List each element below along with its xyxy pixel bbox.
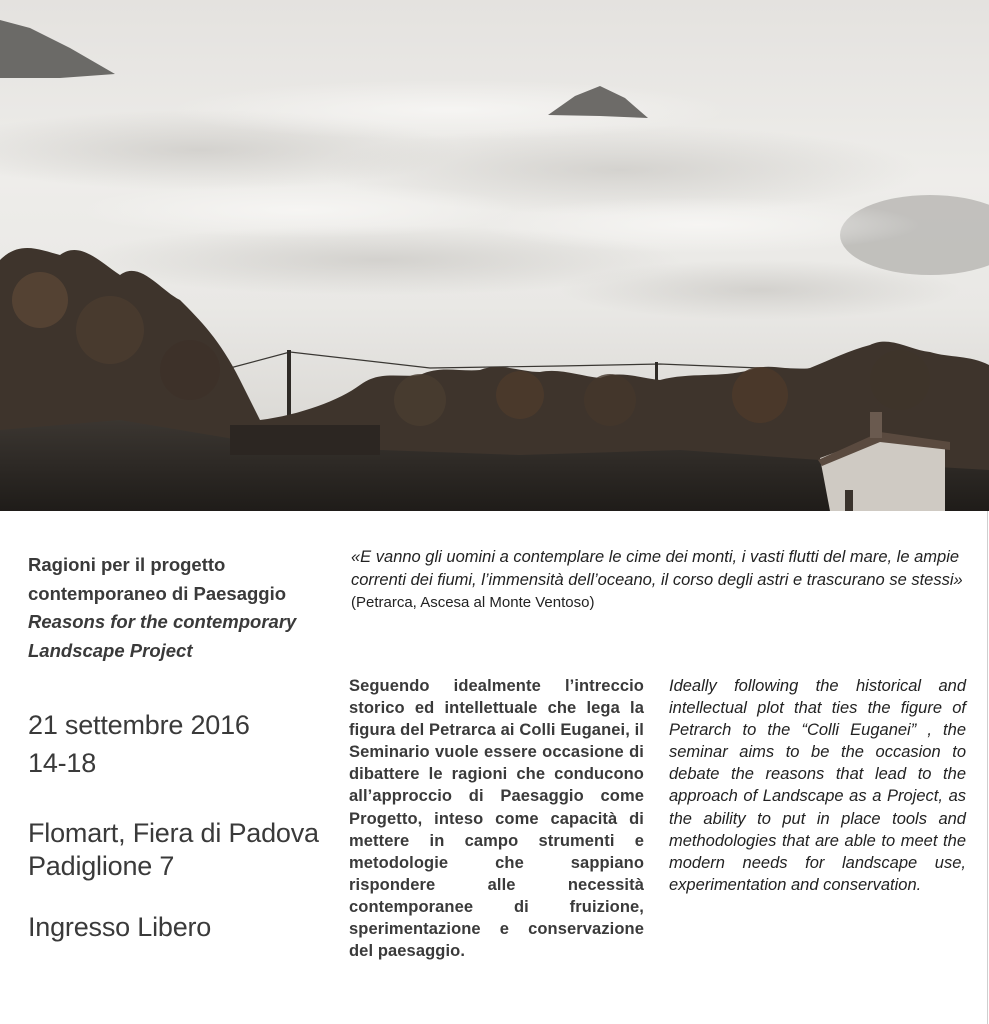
title-english-line1: Reasons for the contemporary (28, 611, 297, 632)
title-italian-line2: contemporaneo di Paesaggio (28, 582, 287, 604)
event-title-block (28, 551, 333, 665)
title-english-line2: Landscape Project (28, 639, 193, 661)
description-italian: Seguendo idealmente l’intreccio storico ed intellettuale che lega la figura del Petrarca ai Colli Euganei, il Seminario vuole essere occasione di dibattere le ragioni che conducono all’approccio di Paesaggio come Progetto, inteso come capacità di mettere in campo strumenti e metodologie che sappiano rispondere alle necessità contemporanee di fruizione, sperimentazione e conservazione del paesaggio. (349, 677, 644, 961)
event-date: 21 settembre 2016 (28, 710, 250, 740)
title-italian-line1: Ragioni per il progetto (28, 554, 226, 575)
event-time: 14-18 (28, 748, 97, 778)
event-venue: Flomart, Fiera di Padova (28, 818, 319, 848)
event-hall: Padiglione 7 (28, 851, 175, 881)
event-entry: Ingresso Libero (28, 912, 212, 942)
quote-source: (Petrarca, Ascesa al Monte Ventoso) (351, 594, 595, 611)
petrarca-quote (351, 546, 981, 613)
quote-text: «E vanno gli uomini a contemplare le cime dei monti, i vasti flutti del mare, le ampie correnti dei fiumi, l’immensità dell’oceano, il corso degli astri e trascurano se stessi» (351, 548, 963, 589)
right-edge-line (987, 511, 988, 1024)
description-english: Ideally following the historical and intellectual plot that ties the figure of Petrarch to the “Colli Euganei” , the seminar aims to be the occasion to debate the reasons that lead to the approach of Landscape as a Project, as the ability to put in place tools and methodologies that are able to meet the modern needs for landscape use, experimentation and conservation. (669, 677, 966, 894)
hero-landscape-image (0, 0, 989, 511)
